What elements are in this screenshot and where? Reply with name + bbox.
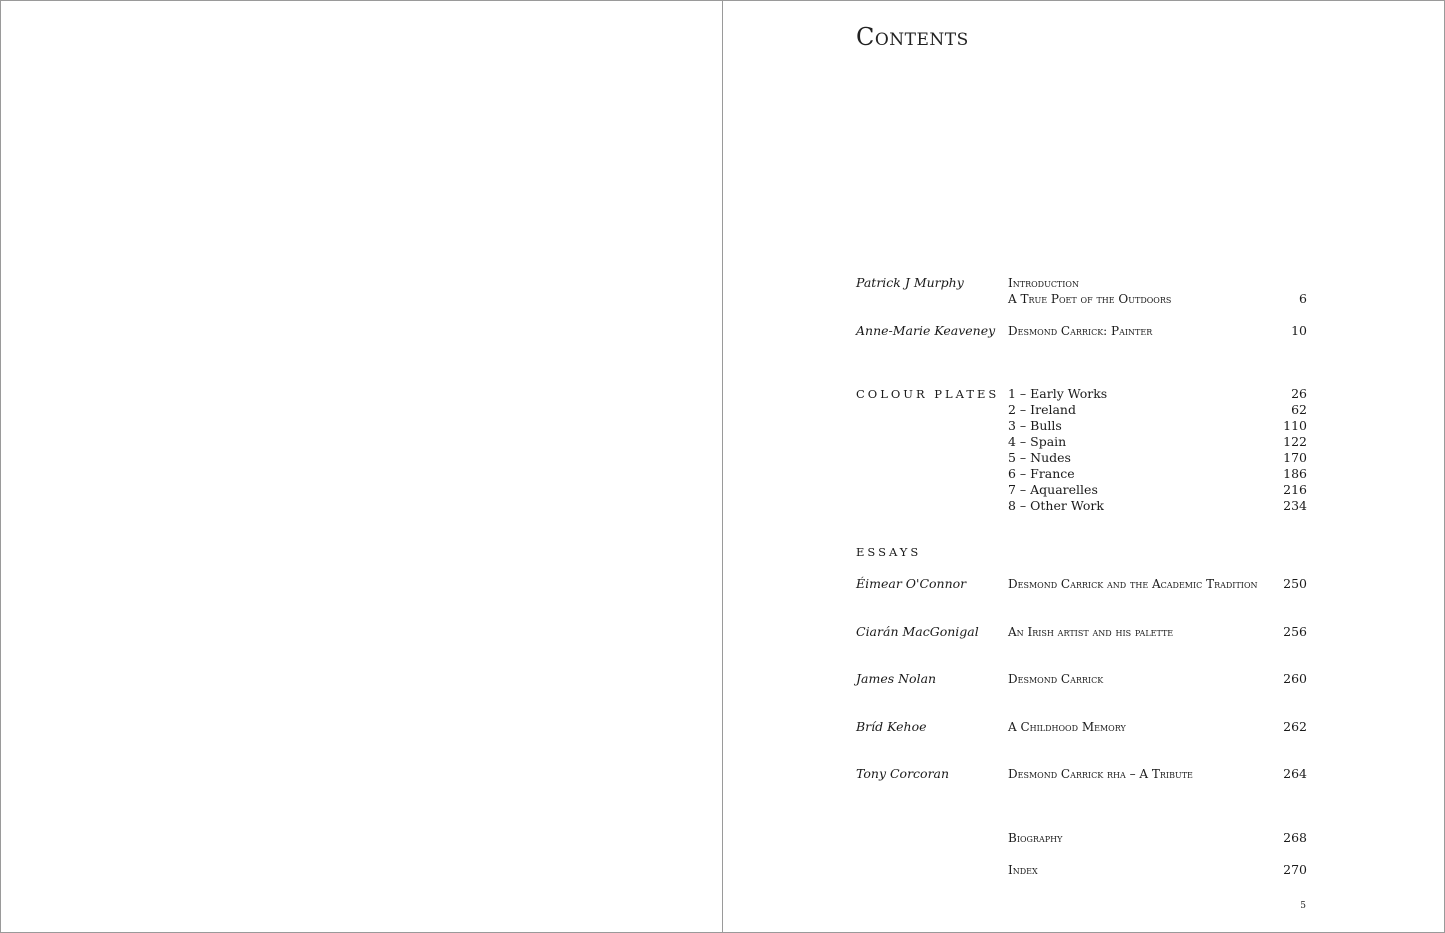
plate-label: 8 – Other Work: [1008, 498, 1104, 513]
plate-item: [1008, 418, 1307, 434]
plate-page-number: 216: [1283, 482, 1307, 497]
plate-page-number: 170: [1283, 450, 1307, 465]
plate-page-number: 26: [1291, 386, 1307, 401]
plate-item: [1008, 482, 1307, 498]
plate-item: [1008, 466, 1307, 482]
plate-label: 7 – Aquarelles: [1008, 482, 1098, 497]
plate-label: 1 – Early Works: [1008, 386, 1108, 401]
toc-page-number: 270: [1283, 862, 1307, 877]
plate-item: [1008, 498, 1307, 514]
plate-page-number: 234: [1283, 498, 1307, 513]
contents-page: [723, 1, 1444, 932]
toc-title: Introduction: [1008, 276, 1079, 290]
colour-plates-list: [1008, 386, 1307, 514]
toc-title: Desmond Carrick: [1008, 672, 1104, 686]
toc-author: James Nolan: [856, 671, 937, 686]
toc-author: Anne-Marie Keaveney: [856, 323, 996, 338]
plate-label: 4 – Spain: [1008, 434, 1067, 449]
toc-subtitle: A True Poet of the Outdoors: [1008, 292, 1172, 306]
plate-page-number: 110: [1283, 418, 1307, 433]
toc-title: A Childhood Memory: [1008, 720, 1126, 734]
plate-label: 6 – France: [1008, 466, 1075, 481]
toc-title: Desmond Carrick: Painter: [1008, 324, 1153, 338]
section-heading-essays: ESSAYS: [856, 545, 922, 559]
section-heading-colour-plates: COLOUR PLATES: [856, 387, 1000, 401]
toc-page-number: 250: [1283, 576, 1307, 591]
toc-page-number: 262: [1283, 719, 1307, 734]
toc-page-number: 268: [1283, 830, 1307, 845]
plate-item: [1008, 386, 1307, 402]
plate-label: 2 – Ireland: [1008, 402, 1076, 417]
page-title: Contents: [856, 23, 969, 51]
toc-page-number: 256: [1283, 624, 1307, 639]
plate-page-number: 122: [1283, 434, 1307, 449]
plate-item: [1008, 402, 1307, 418]
toc-page-number: 260: [1283, 671, 1307, 686]
toc-author: Patrick J Murphy: [856, 275, 964, 290]
plate-label: 5 – Nudes: [1008, 450, 1071, 465]
plate-page-number: 62: [1291, 402, 1307, 417]
plate-item: [1008, 434, 1307, 450]
folio-page-number: 5: [1300, 901, 1306, 911]
toc-page-number: 6: [1299, 291, 1307, 306]
toc-page-number: 264: [1283, 766, 1307, 781]
toc-author: Bríd Kehoe: [856, 719, 927, 734]
toc-title: An Irish artist and his palette: [1008, 625, 1174, 639]
toc-page-number: 10: [1291, 323, 1307, 338]
toc-title: Index: [1008, 863, 1038, 877]
plate-item: [1008, 450, 1307, 466]
plate-label: 3 – Bulls: [1008, 418, 1062, 433]
toc-author: Tony Corcoran: [856, 766, 950, 781]
toc-title: Desmond Carrick and the Academic Tradition: [1008, 577, 1258, 591]
left-page-blank: [1, 1, 722, 932]
toc-title: Desmond Carrick rha – A Tribute: [1008, 767, 1193, 781]
toc-title: Biography: [1008, 831, 1063, 845]
plate-page-number: 186: [1283, 466, 1307, 481]
toc-author: Ciarán MacGonigal: [856, 624, 979, 639]
toc-author: Éimear O'Connor: [856, 576, 967, 591]
